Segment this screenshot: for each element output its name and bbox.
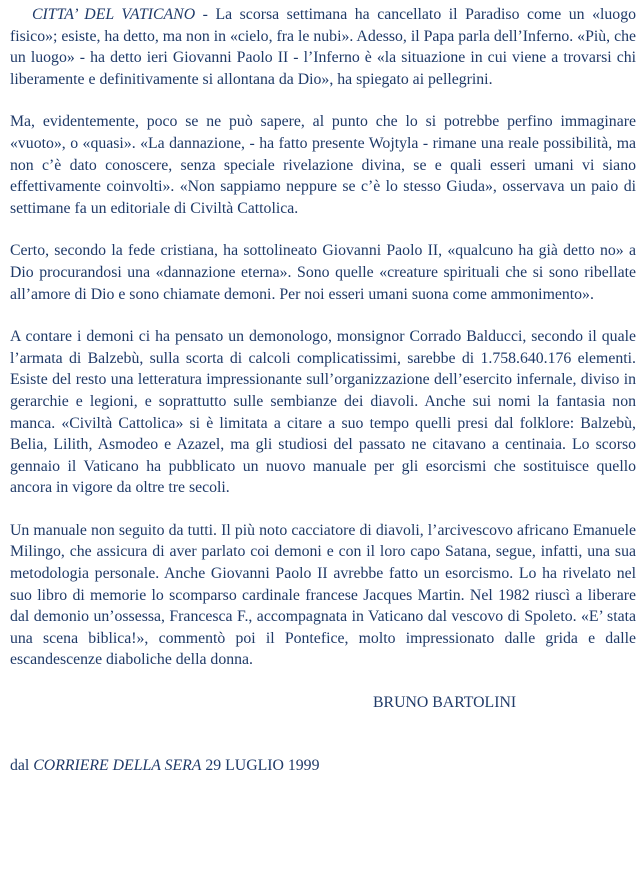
publication-name: CORRIERE DELLA SERA (33, 757, 202, 775)
paragraph-1 (10, 4, 636, 90)
paragraph-1-text: - La scorsa settimana ha cancellato il Paradiso come un «luogo fisico»; esiste, ha detto, ma non in «cielo, fra le nubi». Adesso, il Papa parla dell’Inferno. «Più, che un luogo» - ha detto ieri Giovanni Paolo II - l’Inferno è «la situazione in cui viene a trovarsi chi liberamente e definitivamente si allontana da Dio», ha spiegato ai pellegrini. (10, 6, 636, 88)
paragraph-3: Certo, secondo la fede cristiana, ha sottolineato Giovanni Paolo II, «qualcuno ha già detto no» a Dio procurandosi una «dannazione eterna». Sono quelle «creature spirituali che si sono ribellate all’amore di Dio e sono chiamate demoni. Per noi esseri umani suona come ammonimento». (10, 242, 636, 303)
paragraph-2: Ma, evidentemente, poco se ne può sapere, al punto che lo si potrebbe perfino immaginare «vuoto», o «quasi». «La dannazione, - ha fatto presente Wojtyla - rimane una reale possibilità, ma non c’è dato conoscere, senza speciale rivelazione divina, se e quali esseri umani vi siano effettivamente coinvolti». «Non sappiamo neppure se c’è lo stesso Giuda», osservava un paio di settimane fa un editoriale di Civiltà Cattolica. (10, 113, 636, 217)
source-line (10, 755, 636, 777)
paragraph-5: Un manuale non seguito da tutti. Il più noto cacciatore di diavoli, l’arcivescovo africano Emanuele Milingo, che assicura di aver parlato coi demoni e con il loro capo Satana, segue, infatti, una sua metodologia personale. Anche Giovanni Paolo II avrebbe fatto un esorcismo. Lo ha rivelato nel suo libro di memorie lo scomparso cardinale francese Jacques Martin. Nel 1982 riuscì a liberare dal demonio un’ossessa, Francesca F., accompagnata in Vaticano dal vescovo di Spoleto. «E’ stata una scena biblica!», commentò poi il Pontefice, molto impressionato dalle grida e dalle escandescenze diaboliche della donna. (10, 521, 636, 669)
publication-date: 29 LUGLIO 1999 (201, 757, 320, 775)
article (10, 4, 636, 777)
author-signature: BRUNO BARTOLINI (373, 694, 517, 712)
dateline: CITTA’ DEL VATICANO (32, 6, 196, 23)
source-prefix: dal (10, 757, 34, 775)
paragraph-4: A contare i demoni ci ha pensato un demonologo, monsignor Corrado Balducci, secondo il quale l’armata di Balzebù, sulla scorta di calcoli complicatissimi, sarebbe di 1.758.640.176 elementi. Esiste del resto una letteratura impressionante sull’organizzazione dell’esercito infernale, diviso in gerarchie e legioni, e soprattutto sulle sembianze dei diavoli. Anche sui nomi la fantasia non manca. «Civiltà Cattolica» si è limitata a citare a suo tempo quelli presi dal folklore: Balzebù, Belia, Lilith, Asmodeo e Azazel, ma gli studiosi del passato ne citavano a centinaia. Lo scorso gennaio il Vaticano ha pubblicato un nuovo manuale per gli esorcismi che sostituisce quello ancora in vigore da oltre tre secoli. (10, 328, 636, 497)
